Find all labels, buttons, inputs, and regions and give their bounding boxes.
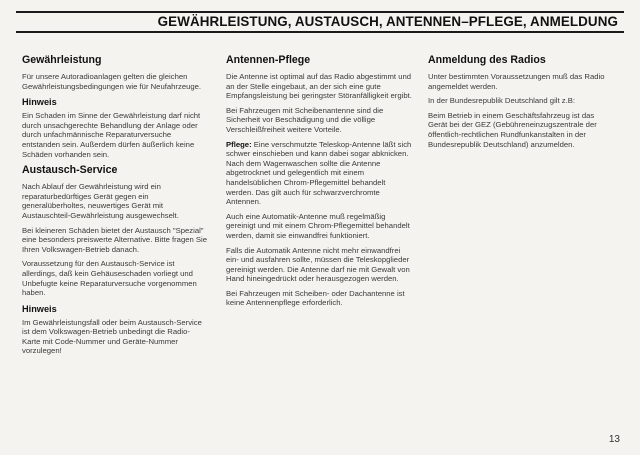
column-antenna-care <box>226 54 412 313</box>
heading-registration: Anmeldung des Radios <box>428 54 546 66</box>
note-text: Im Gewährleistungsfall oder beim Austausch-Service ist dem Volkswagen-Betrieb unbedingt die Radio-Karte mit Code-Nummer und Geräte-Nummer vorzulegen! <box>22 317 202 356</box>
paragraph-exchange-requirements: Voraussetzung für den Austausch-Service ist allerdings, daß kein Gehäuseschaden vorliegt und Unbefugte keine Reparaturversuche vorgenommen haben. <box>22 259 197 298</box>
note-heading: Hinweis <box>22 303 57 314</box>
note-text: Ein Schaden im Sinne der Gewährleistung darf nicht durch unsachgerechte Behandlung der Anlage oder durch unfachmännische Reparaturversuche entstanden sein. Außerdem dürfen äußerlich keine Schäden vorhanden sein. <box>22 111 201 159</box>
paragraph-registration-3: Beim Betrieb in einem Geschäftsfahrzeug ist das Gerät bei der GEZ (Gebühreneinzugszentrale der öffentlich-rechtlichen Rundfunkanstalten in der Bundesrepublik Deutschland) anzumelden. <box>428 110 597 149</box>
paragraph-antenna-care <box>226 140 412 207</box>
page-title: GEWÄHRLEISTUNG, AUSTAUSCH, ANTENNEN–PFLEGE, ANMELDUNG <box>157 14 618 29</box>
column-warranty <box>22 54 208 361</box>
heading-antenna-care: Antennen-Pflege <box>226 54 311 66</box>
paragraph-antenna-automatic: Auch eine Automatik-Antenne muß regelmäßig gereinigt und mit einem Chrom-Pflegemittel behandelt werden, damit sie einwandfrei funktioniert. <box>226 211 410 240</box>
paragraph-antenna-2: Bei Fahrzeugen mit Scheibenantenne sind die Sicherheit vor Beschädigung und die völlige Verschleißfreiheit weitere Vorteile. <box>226 105 384 134</box>
paragraph-antenna-roof: Bei Fahrzeugen mit Scheiben- oder Dachantenne ist keine Antennenpflege erforderlich. <box>226 288 405 308</box>
paragraph-antenna-telescopic: Falls die Automatik Antenne nicht mehr einwandfrei ein- und ausfahren sollte, müssen die Teleskopglieder gereinigt werden. Die Antenne darf nie mit Gewalt von Hand hineingedrückt oder herausgezogen werden. <box>226 245 410 284</box>
column-registration <box>428 54 614 154</box>
paragraph-antenna-1: Die Antenne ist optimal auf das Radio abgestimmt und an der Stelle eingebaut, an der sich eine gute Empfangsleistung bei geringster Störanfälligkeit ergibt. <box>226 72 412 101</box>
care-text: Eine verschmutzte Teleskop-Antenne läßt sich schwer einschieben und kann dabei sogar abknicken. Nach dem Wagenwaschen sollte die Antenne abgetrocknet und gelegentlich mit einem handelsüblichen Chrom-Pflegemittel behandelt werden. Das gilt auch für schwarzverchromte Antennen. <box>226 139 412 207</box>
note-heading: Hinweis <box>22 97 57 108</box>
paragraph-registration-2: In der Bundesrepublik Deutschland gilt z.B: <box>428 96 576 106</box>
heading-exchange-service: Austausch-Service <box>22 164 118 177</box>
page-number: 13 <box>608 434 620 445</box>
care-label: Pflege: <box>226 139 252 149</box>
paragraph-registration-1: Unter bestimmten Voraussetzungen muß das Radio angemeldet werden. <box>428 72 605 91</box>
page-header <box>16 11 624 33</box>
paragraph-warranty: Für unsere Autoradioanlagen gelten die gleichen Gewährleistungsbedingungen wie für Neufahrzeuge. <box>22 72 202 91</box>
paragraph-exchange: Nach Ablauf der Gewährleistung wird ein reparaturbedürftiges Gerät gegen ein generalüberholtes, neuwertiges Gerät mit Austauschteil-Gewährleistung ausgewechselt. <box>22 182 179 220</box>
heading-warranty: Gewährleistung <box>22 54 102 66</box>
paragraph-exchange-special: Bei kleineren Schäden bietet der Austausch "Spezial" eine besonders preiswerte Alternative. Bitte fragen Sie Ihren Volkswagen-Betrieb danach. <box>22 225 208 254</box>
